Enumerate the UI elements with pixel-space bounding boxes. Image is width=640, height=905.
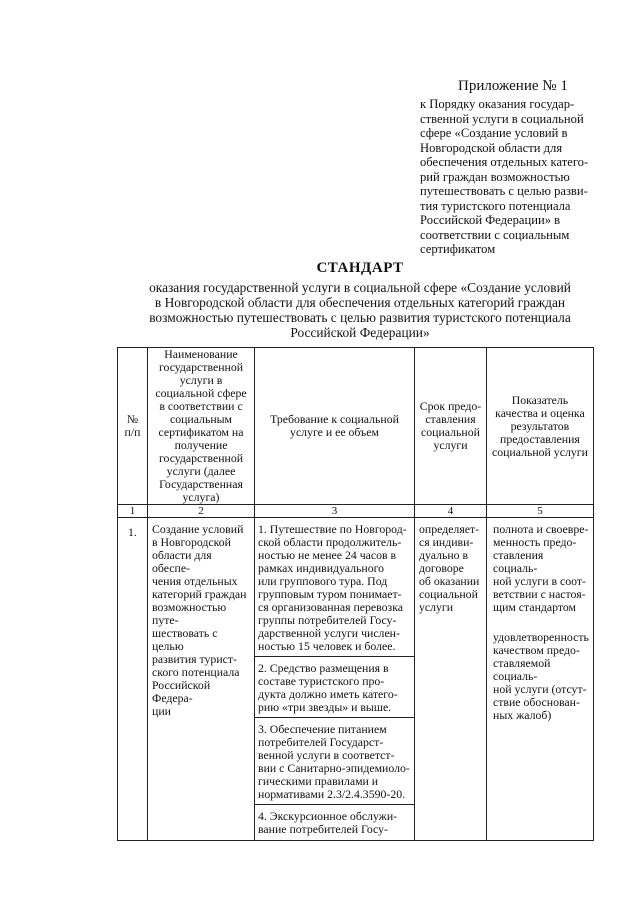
column-number: 4 — [415, 505, 487, 518]
standard-subtitle: оказания государственной услуги в социальной сфере «Создание условий в Новгородской области для обеспечения отдельных категорий граждан возможностью путешествовать с целью развития туристского потенциала Российской Федерации» — [149, 280, 571, 340]
column-number: 1 — [118, 505, 148, 518]
header-requirements: Требование к социальной услуге и ее объем — [255, 348, 415, 505]
term-cell — [415, 518, 487, 841]
header-number: № п/п — [118, 348, 148, 505]
header-quality: Показатель качества и оценка результатов предоставления социальной услуги — [487, 348, 594, 505]
quality-cell — [487, 518, 594, 841]
appendix-text: к Порядку оказания государ- ственной услуги в социальной сфере «Создание условий в Новгородской области для обеспечения отдельных катего- рий граждан возможностью путешествовать с целью разви- тия туристского потенциала Российской Федерации» в соответствии с социальным сертификатом — [420, 97, 589, 256]
service-name: Создание условий в Новгородской области для обеспе- чения отдельных категорий граждан возможностью путе- шествовать с целью развития турист- ского потенциала Российской Федера- ции — [152, 522, 247, 718]
row-number: 1. — [128, 525, 137, 539]
table-header-row — [118, 348, 594, 505]
appendix-title: Приложение № 1 — [458, 78, 568, 94]
service-name-cell — [148, 518, 255, 841]
requirement-item: 3. Обеспечение питанием потребителей Государст- венной услуги в соответст- вии с Санитарно-эпидемиоло- гическими правилами и нормативами 2.3/2.4.3590-20. — [255, 718, 414, 805]
standard-title: СТАНДАРТ — [316, 260, 404, 276]
quality-item: полнота и своевре- менность предо- ставления социаль- ной услуги в соот- ветствии с настоя- щим стандартом — [493, 522, 589, 614]
requirements-cell — [255, 518, 415, 841]
term-text: определяет- ся индиви- дуально в договоре об оказании социальной услуги — [419, 522, 480, 614]
header-term: Срок предо- ставления социальной услуги — [415, 348, 487, 505]
standard-table — [117, 347, 594, 841]
row-number-cell — [118, 518, 148, 841]
requirement-item: 2. Средство размещения в составе туристского про- дукта должно иметь катего- рию «три звезды» и выше. — [255, 657, 414, 718]
column-number: 5 — [487, 505, 594, 518]
requirement-item: 1. Путешествие по Новгород- ской области продолжитель- ностью не менее 24 часов в рамках индивидуального или группового тура. Под групповым туром понимает- ся организованная перевозка группы потребителей Госу- дарственной услуги числен- ностью 15 человек и более. — [255, 518, 414, 657]
table-row — [118, 518, 594, 841]
quality-item: удовлетворенность качеством предо- ставляемой социаль- ной услуги (отсут- ствие обоснован- ных жалоб) — [493, 630, 589, 722]
column-number-row — [118, 505, 594, 518]
header-service-name: Наименование государственной услуги в социальной сфере в соответствии с социальным сертификатом на получение государственной услуги (далее Государственная услуга) — [148, 348, 255, 505]
column-number: 2 — [148, 505, 255, 518]
requirement-item: 4. Экскурсионное обслужи- вание потребителей Госу- — [258, 809, 398, 836]
column-number: 3 — [255, 505, 415, 518]
